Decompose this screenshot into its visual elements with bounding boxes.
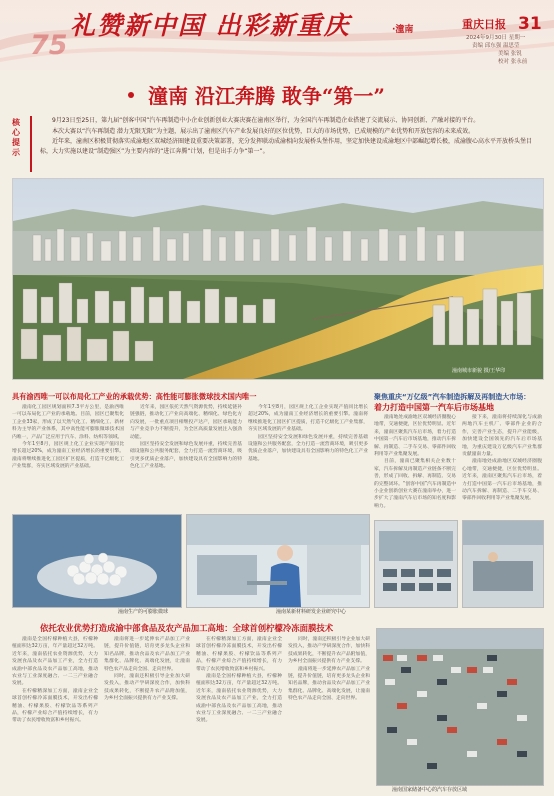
auto-section-subtitle: 着力打造中国第一汽车后市场基地 — [374, 403, 494, 412]
vehicle-storage-photo — [374, 520, 458, 608]
lead-text — [40, 116, 542, 157]
agri-text-col-4 — [288, 636, 370, 790]
research-lab-photo-caption: 潼南某新材料研发企业研究中心 — [276, 609, 347, 615]
research-lab-photo — [186, 514, 370, 608]
chemical-paragraph: 园区坚持安全发展和绿色发展并重，持续完善基础设施和公共服务配套，全力打造一流营商环境，吸引更多优质企业落户，加快建设具有全国影响力的特色化工产业基地。 — [248, 434, 368, 462]
anniversary-number: 75 — [30, 30, 68, 61]
lead-paragraph: 近年来，潼南区积极贯彻落实成渝地区双城经济圈建设重要决策部署，充分发挥联动成渝相向发展桥头堡作用，坚定加快建设成渝地区中部崛起增长极，成渝腹心高水平开放桥头堡目标，大力实施以建设“制造强区”为主要内容的“进江奔腾”计划，但是出手力争“第一”。 — [40, 138, 533, 155]
masthead-designer: 美编 张锐 — [498, 51, 522, 57]
agri-text-col-3 — [196, 636, 282, 790]
agri-paragraph: 潼南是全国柠檬种植大县，柠檬种植面积达32万亩，年产量超过32万吨。近年来，潼南依托农业资源优势，大力发展食品及农产品加工产业，全力打造成渝中部食品及农产品加工高地，推动农业与工业深度融合、一二三产业融合发展。 — [196, 674, 282, 724]
lead-divider — [30, 116, 32, 172]
lead-paragraph: 本次大赛以“汽车再制造 潜力无限无限”为主题，展示出了潼南区汽车产业发展良好的区位优势，巨大的市场优势，已成规模的产业优势和开放包容的未来成效。 — [52, 127, 475, 135]
main-photo-caption: 潼南城市新貌 摄/王华印 — [452, 368, 506, 374]
chemical-paragraph: 今年1至8月，园区规上化工企业实现产值同比增长超过20%，成为潼南工业经济增长的重要引擎。潼南将继续推进化工园区扩区提质，打造千亿级化工产业集群，夯实区域发展的产业基础。 — [12, 442, 124, 470]
auto-paragraph: 目前，潼南已聚集相关企业数十家，汽车拆解及再制造产业链条不断完善，形成了回收、拆解、再制造、交易的完整闭环。“创客中国”汽车再制造中小企业创新创业大赛在潼南举办，进一步扩大了潼南汽车后市场的知名度和影响力。 — [374, 459, 456, 509]
masthead-date: 2024年9月30日 星期一 — [466, 35, 526, 41]
agri-section-title: 依托农业优势打造成渝中部食品及农产品加工高地：全球首创柠檬冷冻面膜技术 — [40, 623, 334, 633]
city-panorama-photo — [12, 178, 544, 380]
agri-paragraph: 潼南是全国柠檬种植大县，柠檬种植面积达32万亩，年产量超过32万吨。近年来，潼南依托农业资源优势，大力发展食品及农产品加工产业，全力打造成渝中部食品及农产品加工高地，推动农业与工业深度融合、一二三产业融合发展。 — [12, 637, 98, 687]
auto-paragraph: 潼南地处成渝地区双城经济圈腹心地带，交通便捷，区位优势明显。近年来，潼南区聚焦汽车后市场，着力打造中国第一汽车后市场基地，推动汽车拆解、再制造、二手车交易、零部件回收利用等产业集聚发展。 — [462, 459, 542, 502]
agri-paragraph: 潼南将进一步延伸农产品加工产业链，提升价值链，培育更多龙头企业和知名品牌，推动食品及农产品加工产业集群化、品牌化、高端化发展，让潼南特色农产品走向全国、走向世界。 — [288, 666, 370, 702]
agri-paragraph: 在柠檬精深加工方面，潼南企业全球首创柠檬冷冻面膜技术，开发出柠檬精油、柠檬果胶、柠檬饮品等系列产品，柠檬产业综合产值持续增长，有力带动了农民增收致富和乡村振兴。 — [12, 688, 98, 724]
chemical-text-col-1 — [12, 404, 124, 512]
agri-paragraph: 在柠檬精深加工方面，潼南企业全球首创柠檬冷冻面膜技术，开发出柠檬精油、柠檬果胶、柠檬饮品等系列产品，柠檬产业综合产值持续增长，有力带动了农民增收致富和乡村振兴。 — [196, 637, 282, 672]
masthead-editor: 责编 邱东强 温思莹 — [472, 43, 520, 49]
masthead-proof: 校对 张永前 — [498, 59, 528, 65]
vehicle-storage-illustration — [375, 521, 457, 607]
agri-paragraph: 潼南将进一步延伸农产品加工产业链，提升价值链，培育更多龙头企业和知名品牌，推动食品及农产品加工产业集群化、品牌化、高端化发展，让潼南特色农产品走向全国、走向世界。 — [104, 637, 190, 672]
microsphere-photo-caption: 潼南生产的可膨胀微球 — [118, 609, 169, 615]
banner-title: 礼赞新中国 出彩新重庆 — [70, 11, 351, 40]
vehicle-yard-photo — [376, 628, 544, 786]
agri-paragraph: 同时，潼南还积极引导企业加大研发投入，推动产学研深度合作，加快科技成果转化，不断提升农产品附加值，为乡村全面振兴提供有力产业支撑。 — [288, 637, 370, 665]
chemical-text-col-2 — [130, 404, 242, 512]
auto-section-title: 聚焦重庆“万亿级”汽车制造拆解及再制造大市场： — [374, 393, 531, 401]
vehicle-yard-illustration — [377, 629, 543, 785]
chemical-paragraph: 今年1至8月，园区规上化工企业实现产值同比增长超过20%，成为潼南工业经济增长的重要引擎。潼南将继续推进化工园区扩区提质，打造千亿级化工产业集群，夯实区域发展的产业基础。 — [248, 405, 368, 433]
research-lab-illustration — [187, 515, 369, 607]
chemical-paragraph: 近年来，园区依托天然气资源优势，持续延链补链强链，推动化工产业向高端化、精细化、绿色化方向发展，一批重点项目相继投产达产，园区承载能力与产业竞争力不断提升，为全区高质量发展注入强劲动能。 — [130, 405, 242, 440]
agri-text-col-1 — [12, 636, 98, 790]
vehicle-yard-photo-caption: 潼南国家储备中心的汽车存放区域 — [392, 787, 468, 793]
chemical-text-col-3 — [248, 404, 368, 512]
agri-text-col-2 — [104, 636, 190, 790]
chemical-section-title: 具有渝西唯一可以布局化工产业的承载优势：高性能可膨胀微球技术国内唯一 — [12, 392, 257, 401]
microsphere-photo — [12, 514, 182, 608]
remanufacturing-workshop-photo — [462, 520, 544, 608]
headline-bullet-icon — [128, 92, 134, 98]
chemical-paragraph: 园区坚持安全发展和绿色发展并重，持续完善基础设施和公共服务配套，全力打造一流营商环境，吸引更多优质企业落户，加快建设具有全国影响力的特色化工产业基地。 — [130, 442, 242, 470]
page-number: 31 — [518, 14, 542, 34]
page-headline: 潼南 沿江奔腾 敢争“第一” — [148, 84, 385, 108]
lead-label: 核心提示 — [12, 118, 20, 157]
microsphere-illustration — [13, 515, 181, 607]
masthead-paper-name: 重庆日报 — [462, 18, 506, 31]
auto-paragraph: 接下来，潼南将持续深化与成渝两地汽车主机厂、零部件企业的合作，完善产业生态，提升产业能级，加快建设全国领先的汽车后市场基地，为重庆建设万亿级汽车产业集群贡献潼南力量。 — [462, 415, 542, 458]
chemical-paragraph: 潼南化工园区规划面积7.3平方公里，是渝西唯一可以布局化工产业的承载地。目前，园区已聚集化工企业33家，形成了以天然气化工、精细化工、新材料为主导的产业体系，其中高性能可膨胀微球技术国内唯一，产品广泛应用于汽车、涂料、纺织等领域。 — [12, 405, 124, 440]
banner-subtitle: ·潼南 — [392, 25, 414, 35]
workshop-illustration — [463, 521, 543, 607]
auto-paragraph: 潼南地处成渝地区双城经济圈腹心地带，交通便捷，区位优势明显。近年来，潼南区聚焦汽车后市场，着力打造中国第一汽车后市场基地，推动汽车拆解、再制造、二手车交易、零部件回收利用等产业集聚发展。 — [374, 415, 456, 458]
lead-paragraph: 9月23日至25日，第九届“创客中国”汽车再制造中小企业创新创业大赛决赛在潼南区举行，为全国汽车再制造企业搭建了交流展示、协同创新、产融对接的平台。 — [52, 117, 480, 124]
agri-paragraph: 同时，潼南还积极引导企业加大研发投入，推动产学研深度合作，加快科技成果转化，不断提升农产品附加值，为乡村全面振兴提供有力产业支撑。 — [104, 674, 190, 702]
city-panorama-illustration — [13, 179, 543, 379]
